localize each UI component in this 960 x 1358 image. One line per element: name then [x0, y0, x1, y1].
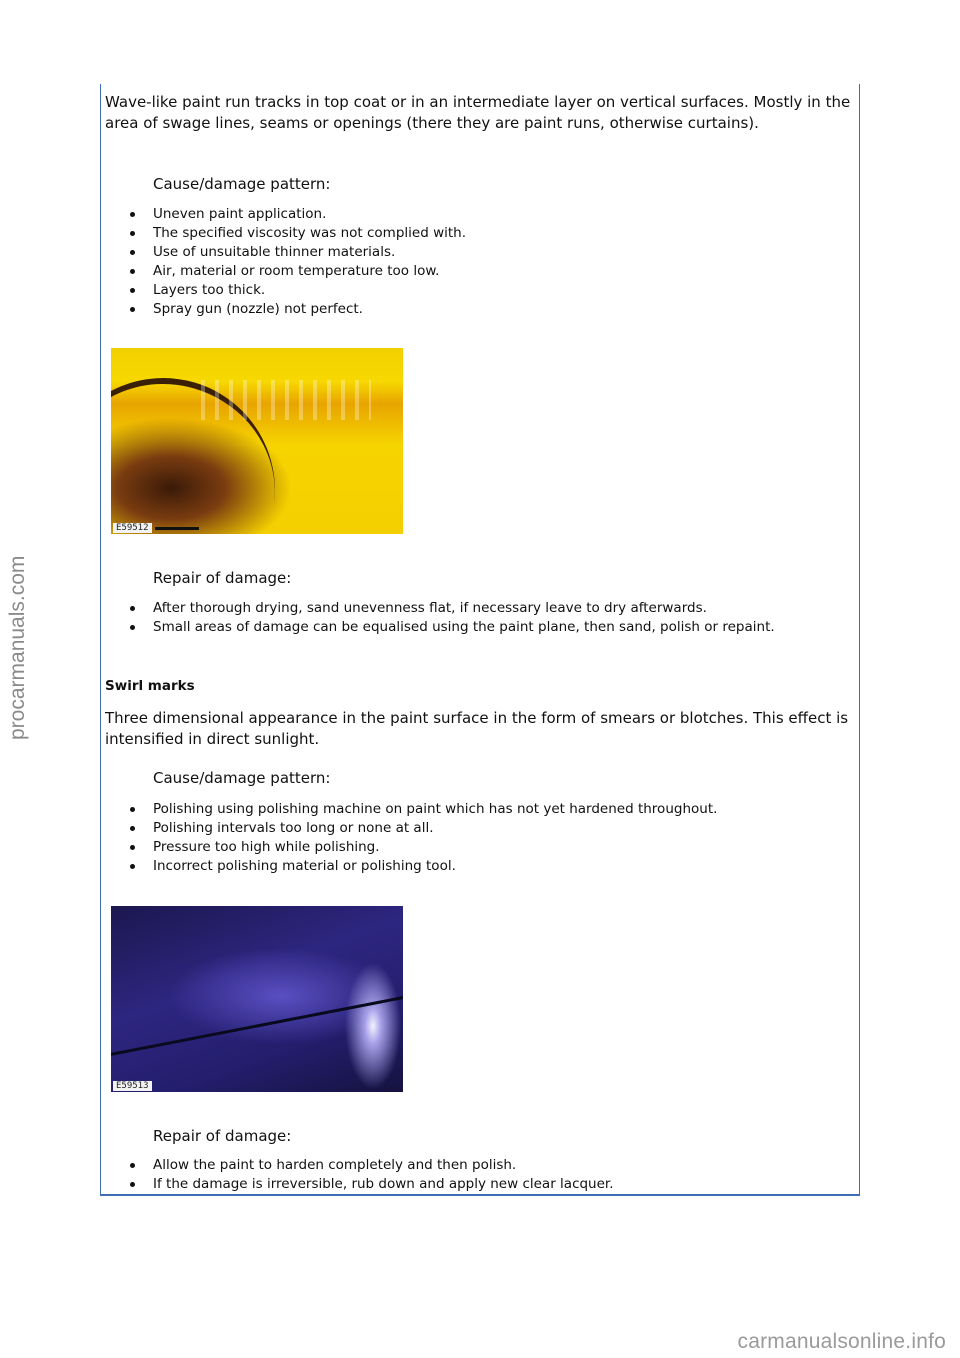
bullet-icon — [130, 864, 135, 869]
figure-label-bar — [155, 527, 199, 530]
repair-list-1 — [129, 599, 829, 637]
repair-heading-2: Repair of damage: — [153, 1127, 292, 1145]
cause-heading-1: Cause/damage pattern: — [153, 175, 331, 193]
list-item: Polishing using polishing machine on paint which has not yet hardened throughout. — [129, 800, 829, 819]
repair-list-2 — [129, 1156, 829, 1194]
list-item: Allow the paint to harden completely and then polish. — [129, 1156, 829, 1175]
repair-heading-1: Repair of damage: — [153, 569, 292, 587]
cause-heading-2: Cause/damage pattern: — [153, 769, 331, 787]
figure-label: E59512 — [113, 523, 152, 533]
bullet-icon — [130, 826, 135, 831]
cause-list-2 — [129, 800, 829, 876]
bullet-icon — [130, 1182, 135, 1187]
panel-trim-line — [111, 996, 403, 1092]
bottom-watermark: carmanualsonline.info — [737, 1330, 946, 1353]
paint-drip-streaks — [201, 380, 371, 420]
bullet-icon — [130, 307, 135, 312]
side-watermark: procarmanuals.com — [6, 555, 29, 740]
paint-runs-photo — [111, 348, 403, 534]
list-item: Polishing intervals too long or none at all. — [129, 819, 829, 838]
list-item: Incorrect polishing material or polishing tool. — [129, 857, 829, 876]
list-item: Small areas of damage can be equalised using the paint plane, then sand, polish or repaint. — [129, 618, 829, 637]
bullet-icon — [130, 231, 135, 236]
paint-runs-description: Wave-like paint run tracks in top coat or in an intermediate layer on vertical surfaces. Mostly in the area of swage lines, seams or openings (there they are paint runs, otherwise curtains). — [105, 93, 851, 132]
list-item: Spray gun (nozzle) not perfect. — [129, 300, 829, 319]
list-item: Use of unsuitable thinner materials. — [129, 243, 829, 262]
bullet-icon — [130, 288, 135, 293]
bullet-icon — [130, 625, 135, 630]
list-item: Air, material or room temperature too low. — [129, 262, 829, 281]
list-item: Pressure too high while polishing. — [129, 838, 829, 857]
figure-label: E59513 — [113, 1081, 152, 1091]
bullet-icon — [130, 1163, 135, 1168]
list-item: Uneven paint application. — [129, 205, 829, 224]
list-item: After thorough drying, sand unevenness flat, if necessary leave to dry afterwards. — [129, 599, 829, 618]
section-heading-swirl-marks: Swirl marks — [105, 678, 195, 694]
bullet-icon — [130, 250, 135, 255]
swirl-marks-description: Three dimensional appearance in the paint surface in the form of smears or blotches. This effect is intensified in direct sunlight. — [105, 709, 849, 748]
cause-list-1 — [129, 205, 829, 319]
bullet-icon — [130, 807, 135, 812]
list-item: The specified viscosity was not complied with. — [129, 224, 829, 243]
list-item: If the damage is irreversible, rub down and apply new clear lacquer. — [129, 1175, 829, 1194]
bullet-icon — [130, 212, 135, 217]
manual-content-box — [100, 84, 860, 1196]
bullet-icon — [130, 845, 135, 850]
list-item: Layers too thick. — [129, 281, 829, 300]
bullet-icon — [130, 606, 135, 611]
bullet-icon — [130, 269, 135, 274]
swirl-marks-photo — [111, 906, 403, 1092]
